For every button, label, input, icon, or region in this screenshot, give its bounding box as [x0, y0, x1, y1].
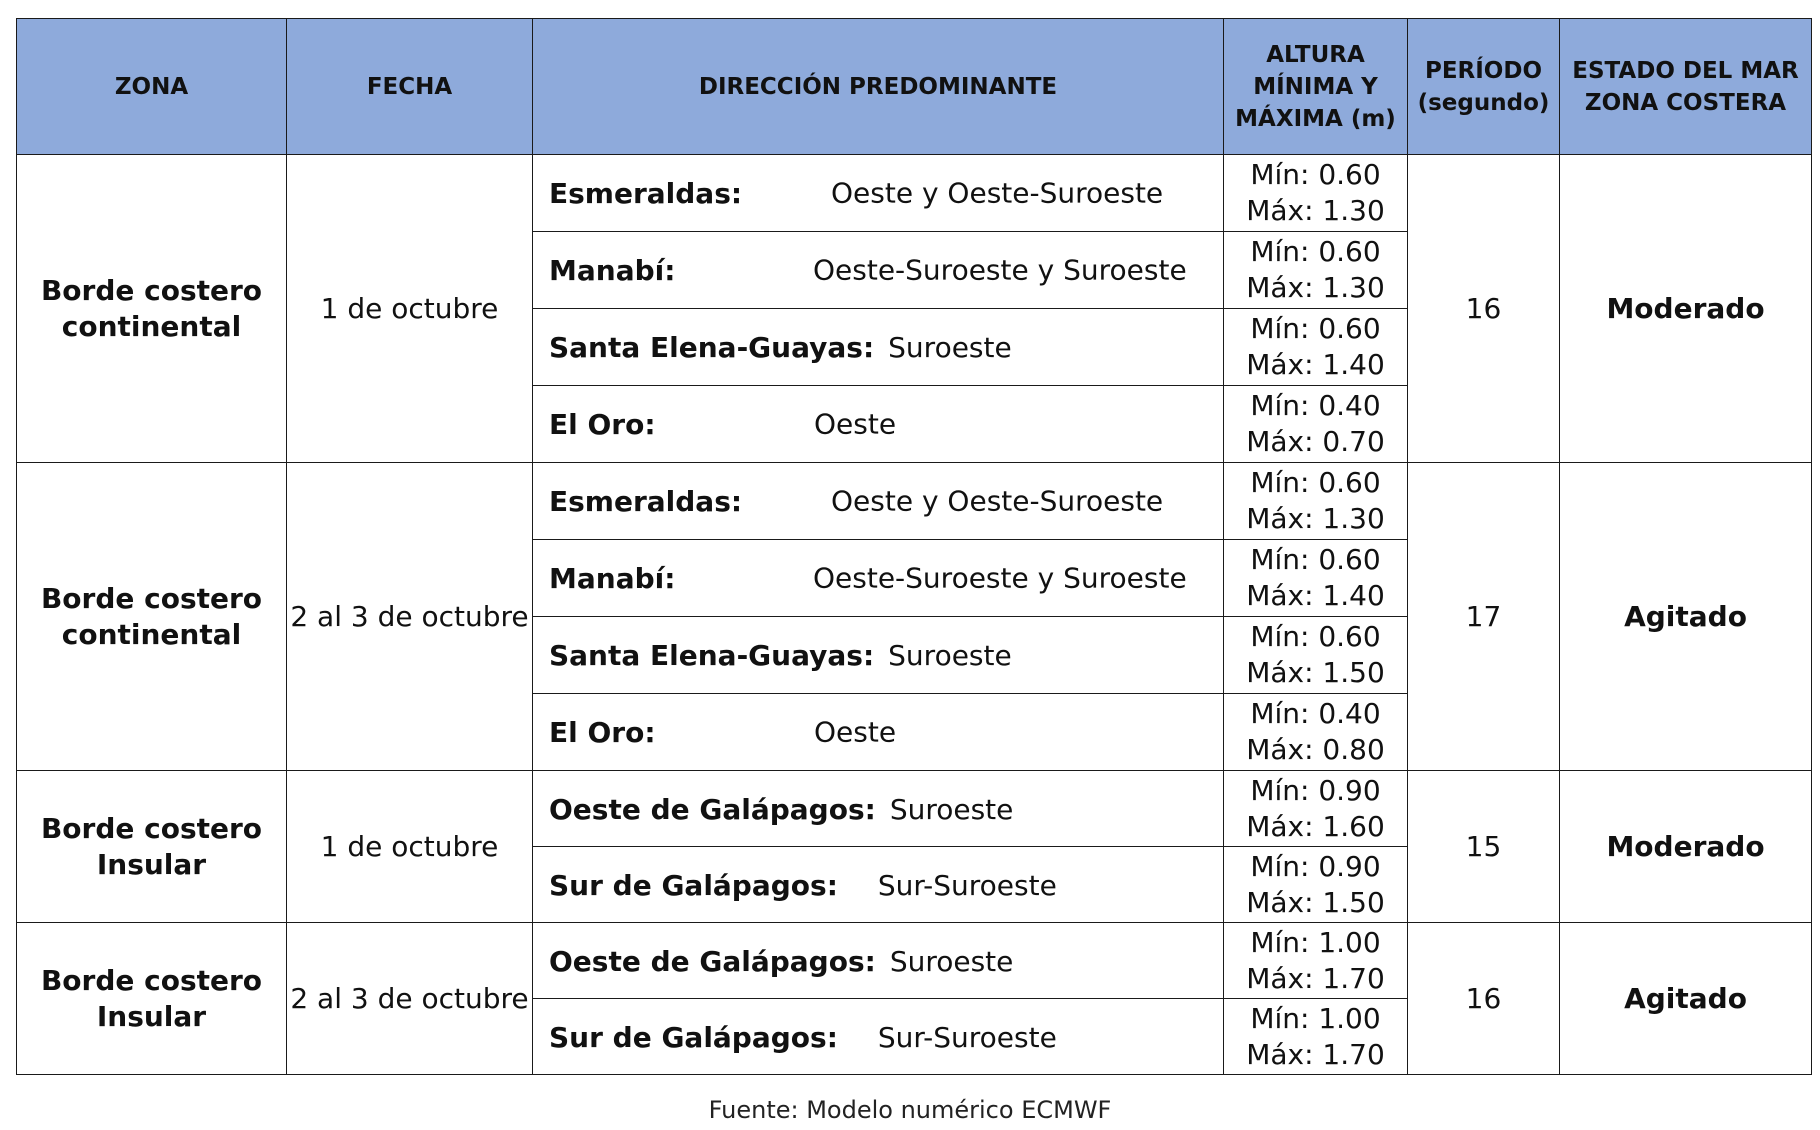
fecha-cell: 1 de octubre — [287, 155, 533, 463]
place-label: Oeste de Galápagos: — [549, 944, 876, 978]
direccion-cell — [533, 540, 1224, 617]
header-altura: ALTURA MÍNIMA Y MÁXIMA (m) — [1224, 19, 1408, 155]
altura-cell — [1224, 694, 1408, 771]
direction-value: Oeste — [814, 715, 897, 749]
direction-value: Oeste y Oeste-Suroeste — [831, 484, 1164, 518]
estado-cell: Agitado — [1560, 463, 1812, 771]
table-row — [17, 923, 1812, 999]
fecha-cell: 1 de octubre — [287, 771, 533, 923]
direccion-cell — [533, 617, 1224, 694]
periodo-cell: 17 — [1408, 463, 1560, 771]
table-row — [17, 463, 1812, 540]
altura-cell — [1224, 463, 1408, 540]
altura-max: Máx: 1.50 — [1246, 656, 1385, 689]
place-label: Sur de Galápagos: — [549, 868, 838, 902]
direccion-cell — [533, 386, 1224, 463]
place-label: Manabí: — [549, 254, 676, 288]
altura-min: Mín: 0.90 — [1250, 849, 1381, 883]
altura-cell — [1224, 999, 1408, 1075]
estado-cell: Moderado — [1560, 771, 1812, 923]
place-label: Manabí: — [549, 562, 676, 596]
altura-max: Máx: 0.80 — [1246, 733, 1385, 766]
altura-max: Máx: 1.30 — [1246, 194, 1385, 227]
altura-max: Máx: 1.70 — [1246, 961, 1385, 995]
direccion-cell — [533, 463, 1224, 540]
altura-max: Máx: 1.30 — [1246, 502, 1385, 535]
altura-cell — [1224, 155, 1408, 232]
header-zona: ZONA — [17, 19, 287, 155]
place-label: Esmeraldas: — [549, 485, 743, 519]
altura-max: Máx: 1.70 — [1246, 1037, 1385, 1071]
zona-cell: Borde costero continental — [17, 463, 287, 771]
place-label: El Oro: — [549, 408, 656, 442]
periodo-cell: 15 — [1408, 771, 1560, 923]
table-row — [17, 771, 1812, 847]
header-row — [17, 19, 1812, 155]
direction-value: Suroeste — [888, 331, 1012, 365]
altura-max: Máx: 0.70 — [1246, 425, 1385, 458]
direction-value: Sur-Suroeste — [877, 868, 1057, 902]
zona-cell: Borde costero Insular — [17, 923, 287, 1075]
sea-state-forecast-table — [16, 18, 1812, 1075]
direccion-cell — [533, 232, 1224, 309]
altura-cell — [1224, 540, 1408, 617]
direction-value: Suroeste — [889, 944, 1014, 978]
altura-cell — [1224, 847, 1408, 923]
zona-cell: Borde costero continental — [17, 155, 287, 463]
altura-min: Mín: 0.40 — [1250, 697, 1381, 730]
altura-cell — [1224, 923, 1408, 999]
altura-min: Mín: 1.00 — [1250, 925, 1381, 959]
altura-cell — [1224, 617, 1408, 694]
place-label: El Oro: — [549, 716, 656, 750]
fecha-cell: 2 al 3 de octubre — [287, 463, 533, 771]
header-fecha: FECHA — [287, 19, 533, 155]
direccion-cell — [533, 694, 1224, 771]
periodo-cell: 16 — [1408, 923, 1560, 1075]
place-label: Santa Elena-Guayas: — [549, 331, 875, 365]
direccion-cell — [533, 309, 1224, 386]
altura-cell — [1224, 232, 1408, 309]
place-label: Esmeraldas: — [549, 177, 743, 211]
altura-max: Máx: 1.60 — [1246, 809, 1385, 843]
header-direccion: DIRECCIÓN PREDOMINANTE — [533, 19, 1224, 155]
altura-min: Mín: 1.00 — [1250, 1001, 1381, 1035]
direccion-cell — [533, 999, 1224, 1075]
header-estado: ESTADO DEL MAR ZONA COSTERA — [1560, 19, 1812, 155]
direccion-cell — [533, 771, 1224, 847]
altura-min: Mín: 0.60 — [1250, 158, 1381, 191]
periodo-cell: 16 — [1408, 155, 1560, 463]
source-caption: Fuente: Modelo numérico ECMWF — [708, 1096, 1112, 1124]
fecha-cell: 2 al 3 de octubre — [287, 923, 533, 1075]
direction-value: Oeste-Suroeste y Suroeste — [813, 561, 1187, 595]
altura-cell — [1224, 771, 1408, 847]
altura-max: Máx: 1.40 — [1246, 348, 1385, 381]
direccion-cell — [533, 923, 1224, 999]
direction-value: Oeste-Suroeste y Suroeste — [813, 253, 1187, 287]
altura-max: Máx: 1.50 — [1246, 885, 1385, 919]
place-label: Oeste de Galápagos: — [549, 792, 876, 826]
direction-value: Sur-Suroeste — [877, 1020, 1057, 1054]
direction-value: Suroeste — [889, 792, 1014, 826]
altura-min: Mín: 0.40 — [1250, 389, 1381, 422]
direction-value: Oeste — [814, 407, 897, 441]
direction-value: Oeste y Oeste-Suroeste — [831, 176, 1164, 210]
table-body — [17, 155, 1812, 1075]
altura-min: Mín: 0.90 — [1250, 773, 1381, 807]
altura-min: Mín: 0.60 — [1250, 466, 1381, 499]
altura-cell — [1224, 386, 1408, 463]
table-row — [17, 155, 1812, 232]
altura-min: Mín: 0.60 — [1250, 235, 1381, 268]
zona-cell: Borde costero Insular — [17, 771, 287, 923]
altura-max: Máx: 1.30 — [1246, 271, 1385, 304]
header-periodo: PERÍODO (segundo) — [1408, 19, 1560, 155]
direccion-cell — [533, 847, 1224, 923]
altura-min: Mín: 0.60 — [1250, 543, 1381, 576]
estado-cell: Moderado — [1560, 155, 1812, 463]
place-label: Sur de Galápagos: — [549, 1020, 838, 1054]
place-label: Santa Elena-Guayas: — [549, 639, 875, 673]
altura-cell — [1224, 309, 1408, 386]
altura-min: Mín: 0.60 — [1250, 312, 1381, 345]
direccion-cell — [533, 155, 1224, 232]
estado-cell: Agitado — [1560, 923, 1812, 1075]
direction-value: Suroeste — [888, 639, 1012, 673]
altura-max: Máx: 1.40 — [1246, 579, 1385, 612]
altura-min: Mín: 0.60 — [1250, 620, 1381, 653]
